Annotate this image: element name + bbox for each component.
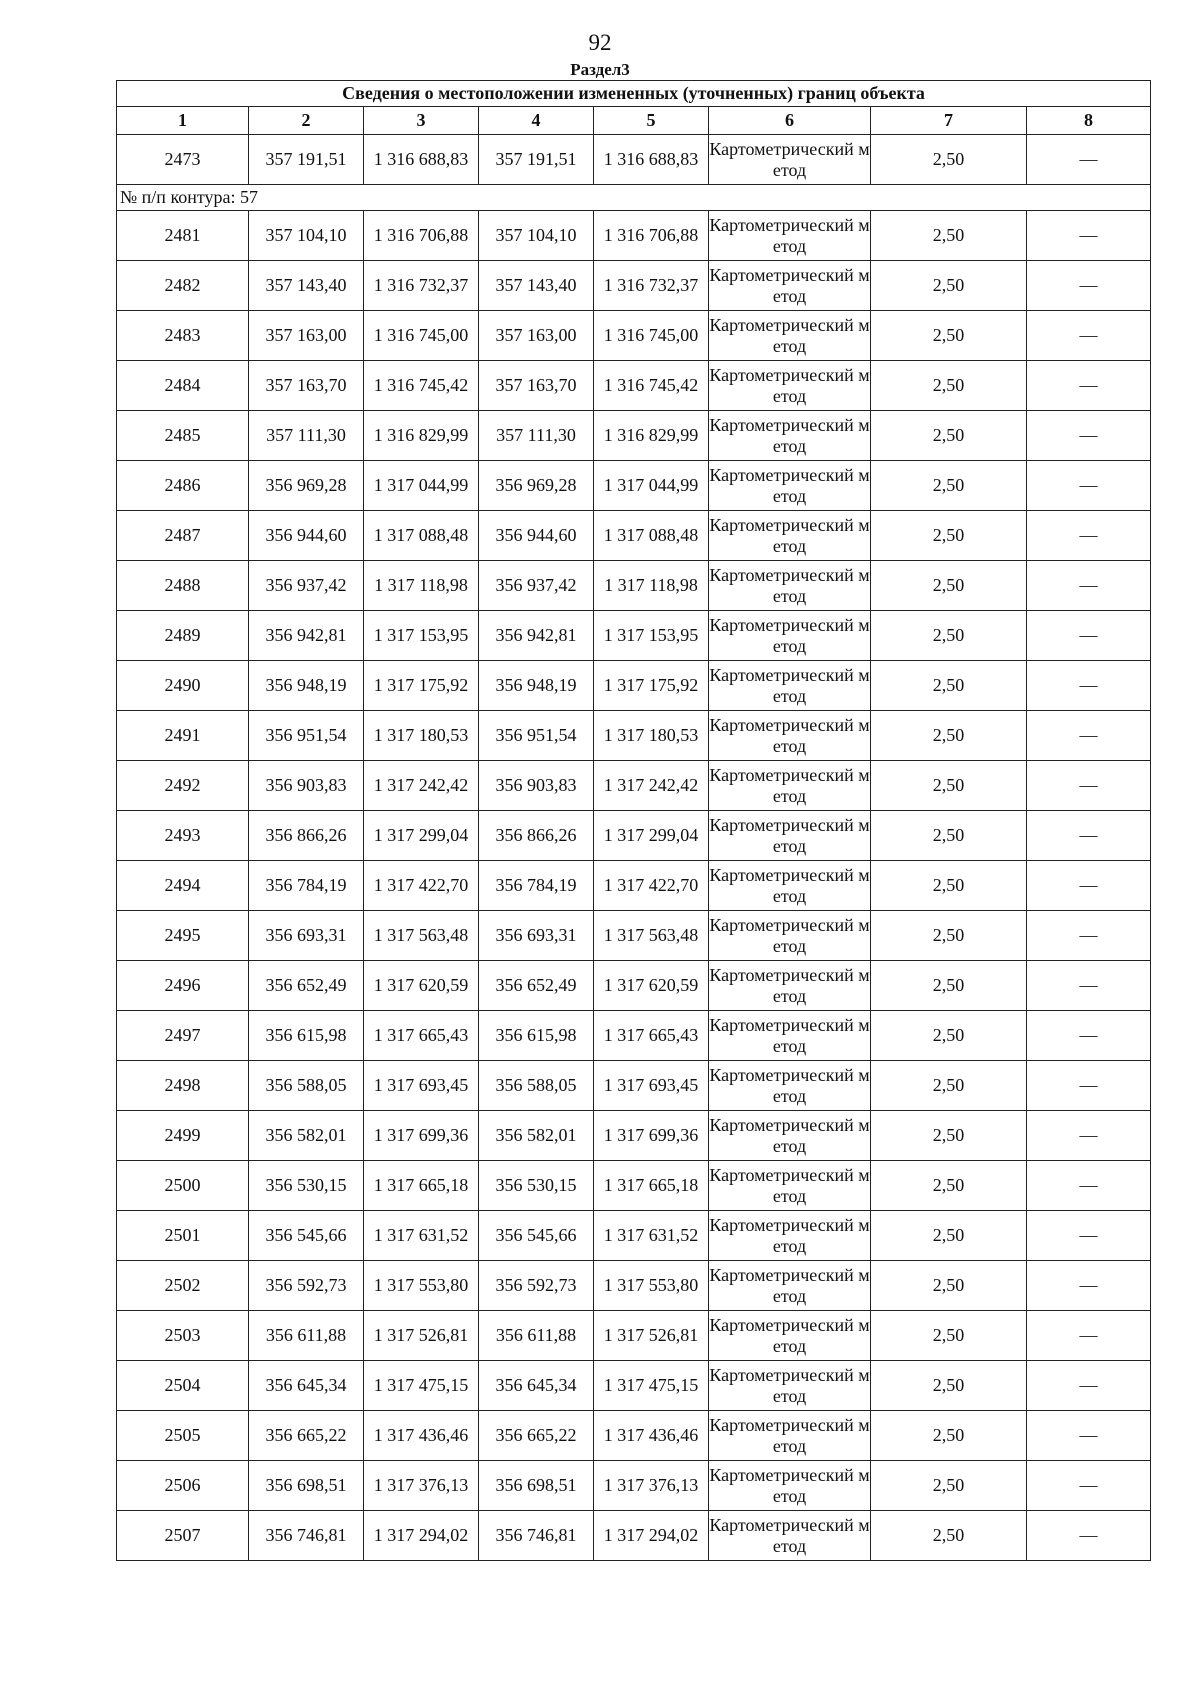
table-row [117, 411, 1151, 461]
table-row [117, 135, 1151, 185]
description-cell: — [1027, 135, 1151, 185]
x-new-cell: 356 866,26 [479, 811, 594, 861]
contour-row [117, 185, 1151, 211]
table-row [117, 361, 1151, 411]
description-cell: — [1027, 611, 1151, 661]
y-old-cell: 1 317 044,99 [364, 461, 479, 511]
description-cell: — [1027, 761, 1151, 811]
column-number-row [117, 107, 1151, 135]
y-new-cell: 1 316 706,88 [594, 211, 709, 261]
method-cell: Картометрический метод [709, 135, 871, 185]
point-number-cell: 2495 [117, 911, 249, 961]
x-old-cell: 356 652,49 [249, 961, 364, 1011]
description-cell: — [1027, 1311, 1151, 1361]
method-cell: Картометрический метод [709, 861, 871, 911]
x-new-cell: 357 111,30 [479, 411, 594, 461]
accuracy-cell: 2,50 [871, 1311, 1027, 1361]
x-old-cell: 356 784,19 [249, 861, 364, 911]
table-row [117, 311, 1151, 361]
x-old-cell: 356 615,98 [249, 1011, 364, 1061]
x-new-cell: 356 903,83 [479, 761, 594, 811]
table-row [117, 1061, 1151, 1111]
x-new-cell: 357 191,51 [479, 135, 594, 185]
table-row [117, 1211, 1151, 1261]
description-cell: — [1027, 1361, 1151, 1411]
y-new-cell: 1 317 175,92 [594, 661, 709, 711]
point-number-cell: 2500 [117, 1161, 249, 1211]
method-cell: Картометрический метод [709, 711, 871, 761]
accuracy-cell: 2,50 [871, 911, 1027, 961]
method-cell: Картометрический метод [709, 511, 871, 561]
accuracy-cell: 2,50 [871, 311, 1027, 361]
table-row [117, 1361, 1151, 1411]
point-number-cell: 2498 [117, 1061, 249, 1111]
accuracy-cell: 2,50 [871, 1011, 1027, 1061]
y-old-cell: 1 317 088,48 [364, 511, 479, 561]
description-cell: — [1027, 911, 1151, 961]
y-new-cell: 1 317 422,70 [594, 861, 709, 911]
table-row [117, 861, 1151, 911]
x-new-cell: 356 665,22 [479, 1411, 594, 1461]
method-cell: Картометрический метод [709, 1161, 871, 1211]
method-cell: Картометрический метод [709, 361, 871, 411]
point-number-cell: 2486 [117, 461, 249, 511]
x-new-cell: 356 951,54 [479, 711, 594, 761]
column-number-1: 1 [117, 107, 249, 135]
method-cell: Картометрический метод [709, 461, 871, 511]
y-old-cell: 1 317 376,13 [364, 1461, 479, 1511]
method-cell: Картометрический метод [709, 761, 871, 811]
accuracy-cell: 2,50 [871, 961, 1027, 1011]
y-old-cell: 1 317 699,36 [364, 1111, 479, 1161]
point-number-cell: 2489 [117, 611, 249, 661]
x-new-cell: 356 944,60 [479, 511, 594, 561]
table-row [117, 511, 1151, 561]
point-number-cell: 2496 [117, 961, 249, 1011]
point-number-cell: 2482 [117, 261, 249, 311]
y-old-cell: 1 317 526,81 [364, 1311, 479, 1361]
y-new-cell: 1 316 688,83 [594, 135, 709, 185]
description-cell: — [1027, 1061, 1151, 1111]
y-old-cell: 1 316 732,37 [364, 261, 479, 311]
description-cell: — [1027, 461, 1151, 511]
y-new-cell: 1 317 699,36 [594, 1111, 709, 1161]
accuracy-cell: 2,50 [871, 1261, 1027, 1311]
description-cell: — [1027, 1461, 1151, 1511]
y-new-cell: 1 317 436,46 [594, 1411, 709, 1461]
y-new-cell: 1 317 118,98 [594, 561, 709, 611]
y-old-cell: 1 317 422,70 [364, 861, 479, 911]
description-cell: — [1027, 311, 1151, 361]
description-cell: — [1027, 961, 1151, 1011]
description-cell: — [1027, 1411, 1151, 1461]
method-cell: Картометрический метод [709, 961, 871, 1011]
description-cell: — [1027, 1111, 1151, 1161]
accuracy-cell: 2,50 [871, 361, 1027, 411]
y-new-cell: 1 316 732,37 [594, 261, 709, 311]
y-old-cell: 1 317 563,48 [364, 911, 479, 961]
x-old-cell: 357 163,00 [249, 311, 364, 361]
point-number-cell: 2492 [117, 761, 249, 811]
accuracy-cell: 2,50 [871, 1111, 1027, 1161]
accuracy-cell: 2,50 [871, 661, 1027, 711]
accuracy-cell: 2,50 [871, 461, 1027, 511]
x-new-cell: 356 969,28 [479, 461, 594, 511]
method-cell: Картометрический метод [709, 1211, 871, 1261]
accuracy-cell: 2,50 [871, 1211, 1027, 1261]
y-old-cell: 1 317 475,15 [364, 1361, 479, 1411]
y-new-cell: 1 317 044,99 [594, 461, 709, 511]
y-old-cell: 1 317 436,46 [364, 1411, 479, 1461]
y-new-cell: 1 317 665,18 [594, 1161, 709, 1211]
method-cell: Картометрический метод [709, 661, 871, 711]
table-row [117, 1461, 1151, 1511]
accuracy-cell: 2,50 [871, 611, 1027, 661]
y-old-cell: 1 317 180,53 [364, 711, 479, 761]
x-new-cell: 357 163,00 [479, 311, 594, 361]
point-number-cell: 2502 [117, 1261, 249, 1311]
x-new-cell: 356 693,31 [479, 911, 594, 961]
y-new-cell: 1 317 693,45 [594, 1061, 709, 1111]
method-cell: Картометрический метод [709, 411, 871, 461]
y-old-cell: 1 317 294,02 [364, 1511, 479, 1561]
x-new-cell: 356 588,05 [479, 1061, 594, 1111]
y-old-cell: 1 317 299,04 [364, 811, 479, 861]
y-old-cell: 1 317 175,92 [364, 661, 479, 711]
point-number-cell: 2483 [117, 311, 249, 361]
method-cell: Картометрический метод [709, 1411, 871, 1461]
y-new-cell: 1 317 088,48 [594, 511, 709, 561]
y-new-cell: 1 316 745,00 [594, 311, 709, 361]
method-cell: Картометрический метод [709, 811, 871, 861]
description-cell: — [1027, 411, 1151, 461]
table-row [117, 1011, 1151, 1061]
table-caption: Сведения о местоположении измененных (уточненных) границ объекта [117, 81, 1151, 107]
accuracy-cell: 2,50 [871, 1061, 1027, 1111]
y-new-cell: 1 317 376,13 [594, 1461, 709, 1511]
accuracy-cell: 2,50 [871, 411, 1027, 461]
point-number-cell: 2473 [117, 135, 249, 185]
x-new-cell: 356 545,66 [479, 1211, 594, 1261]
y-old-cell: 1 316 829,99 [364, 411, 479, 461]
x-old-cell: 356 530,15 [249, 1161, 364, 1211]
y-old-cell: 1 316 706,88 [364, 211, 479, 261]
x-old-cell: 357 163,70 [249, 361, 364, 411]
y-new-cell: 1 317 553,80 [594, 1261, 709, 1311]
point-number-cell: 2488 [117, 561, 249, 611]
x-old-cell: 356 582,01 [249, 1111, 364, 1161]
table-row [117, 461, 1151, 511]
y-new-cell: 1 317 180,53 [594, 711, 709, 761]
description-cell: — [1027, 511, 1151, 561]
method-cell: Картометрический метод [709, 1261, 871, 1311]
y-new-cell: 1 317 153,95 [594, 611, 709, 661]
table-row [117, 711, 1151, 761]
column-number-2: 2 [249, 107, 364, 135]
method-cell: Картометрический метод [709, 1311, 871, 1361]
column-number-7: 7 [871, 107, 1027, 135]
x-old-cell: 356 866,26 [249, 811, 364, 861]
point-number-cell: 2507 [117, 1511, 249, 1561]
y-old-cell: 1 317 242,42 [364, 761, 479, 811]
method-cell: Картометрический метод [709, 1061, 871, 1111]
x-old-cell: 356 951,54 [249, 711, 364, 761]
x-new-cell: 356 652,49 [479, 961, 594, 1011]
description-cell: — [1027, 1511, 1151, 1561]
y-new-cell: 1 317 294,02 [594, 1511, 709, 1561]
table-row [117, 1511, 1151, 1561]
table-row [117, 211, 1151, 261]
table-row [117, 961, 1151, 1011]
x-new-cell: 356 615,98 [479, 1011, 594, 1061]
method-cell: Картометрический метод [709, 611, 871, 661]
point-number-cell: 2499 [117, 1111, 249, 1161]
point-number-cell: 2501 [117, 1211, 249, 1261]
table-row [117, 1311, 1151, 1361]
y-old-cell: 1 317 665,43 [364, 1011, 479, 1061]
column-number-4: 4 [479, 107, 594, 135]
x-new-cell: 356 942,81 [479, 611, 594, 661]
point-number-cell: 2481 [117, 211, 249, 261]
x-new-cell: 357 104,10 [479, 211, 594, 261]
x-new-cell: 356 645,34 [479, 1361, 594, 1411]
table-row [117, 811, 1151, 861]
method-cell: Картометрический метод [709, 1011, 871, 1061]
x-old-cell: 356 944,60 [249, 511, 364, 561]
table-row [117, 561, 1151, 611]
point-number-cell: 2485 [117, 411, 249, 461]
accuracy-cell: 2,50 [871, 1511, 1027, 1561]
x-new-cell: 356 592,73 [479, 1261, 594, 1311]
point-number-cell: 2484 [117, 361, 249, 411]
page-number: 92 [588, 30, 612, 55]
point-number-cell: 2505 [117, 1411, 249, 1461]
accuracy-cell: 2,50 [871, 711, 1027, 761]
y-old-cell: 1 316 688,83 [364, 135, 479, 185]
description-cell: — [1027, 261, 1151, 311]
section-title: Раздел3 [570, 60, 630, 79]
x-old-cell: 356 588,05 [249, 1061, 364, 1111]
point-number-cell: 2503 [117, 1311, 249, 1361]
accuracy-cell: 2,50 [871, 511, 1027, 561]
y-new-cell: 1 317 631,52 [594, 1211, 709, 1261]
accuracy-cell: 2,50 [871, 135, 1027, 185]
accuracy-cell: 2,50 [871, 811, 1027, 861]
description-cell: — [1027, 661, 1151, 711]
y-old-cell: 1 317 118,98 [364, 561, 479, 611]
column-number-6: 6 [709, 107, 871, 135]
table-row [117, 911, 1151, 961]
y-old-cell: 1 317 665,18 [364, 1161, 479, 1211]
method-cell: Картометрический метод [709, 211, 871, 261]
x-old-cell: 356 948,19 [249, 661, 364, 711]
table-row [117, 1161, 1151, 1211]
description-cell: — [1027, 1211, 1151, 1261]
y-old-cell: 1 317 631,52 [364, 1211, 479, 1261]
y-old-cell: 1 317 620,59 [364, 961, 479, 1011]
x-new-cell: 356 698,51 [479, 1461, 594, 1511]
accuracy-cell: 2,50 [871, 1361, 1027, 1411]
x-new-cell: 357 143,40 [479, 261, 594, 311]
x-old-cell: 356 693,31 [249, 911, 364, 961]
contour-label: № п/п контура: 57 [117, 185, 1151, 211]
y-new-cell: 1 316 745,42 [594, 361, 709, 411]
y-old-cell: 1 316 745,00 [364, 311, 479, 361]
y-old-cell: 1 317 553,80 [364, 1261, 479, 1311]
x-old-cell: 356 903,83 [249, 761, 364, 811]
description-cell: — [1027, 561, 1151, 611]
y-old-cell: 1 317 693,45 [364, 1061, 479, 1111]
x-old-cell: 356 698,51 [249, 1461, 364, 1511]
accuracy-cell: 2,50 [871, 761, 1027, 811]
accuracy-cell: 2,50 [871, 861, 1027, 911]
y-new-cell: 1 316 829,99 [594, 411, 709, 461]
method-cell: Картометрический метод [709, 261, 871, 311]
table-row [117, 611, 1151, 661]
description-cell: — [1027, 811, 1151, 861]
x-old-cell: 356 942,81 [249, 611, 364, 661]
table-row [117, 1411, 1151, 1461]
table-row [117, 661, 1151, 711]
y-new-cell: 1 317 665,43 [594, 1011, 709, 1061]
method-cell: Картометрический метод [709, 1461, 871, 1511]
method-cell: Картометрический метод [709, 561, 871, 611]
x-new-cell: 356 530,15 [479, 1161, 594, 1211]
y-new-cell: 1 317 299,04 [594, 811, 709, 861]
accuracy-cell: 2,50 [871, 561, 1027, 611]
table-body [117, 135, 1151, 1561]
x-old-cell: 356 545,66 [249, 1211, 364, 1261]
y-new-cell: 1 317 526,81 [594, 1311, 709, 1361]
description-cell: — [1027, 361, 1151, 411]
description-cell: — [1027, 1011, 1151, 1061]
method-cell: Картометрический метод [709, 311, 871, 361]
point-number-cell: 2493 [117, 811, 249, 861]
x-new-cell: 356 582,01 [479, 1111, 594, 1161]
point-number-cell: 2490 [117, 661, 249, 711]
y-old-cell: 1 316 745,42 [364, 361, 479, 411]
column-number-3: 3 [364, 107, 479, 135]
y-new-cell: 1 317 620,59 [594, 961, 709, 1011]
x-new-cell: 356 784,19 [479, 861, 594, 911]
y-new-cell: 1 317 563,48 [594, 911, 709, 961]
x-old-cell: 356 746,81 [249, 1511, 364, 1561]
x-new-cell: 357 163,70 [479, 361, 594, 411]
accuracy-cell: 2,50 [871, 1411, 1027, 1461]
boundary-coordinates-table [116, 80, 1151, 1561]
x-new-cell: 356 948,19 [479, 661, 594, 711]
table-row [117, 761, 1151, 811]
x-old-cell: 356 592,73 [249, 1261, 364, 1311]
point-number-cell: 2506 [117, 1461, 249, 1511]
point-number-cell: 2487 [117, 511, 249, 561]
x-old-cell: 357 191,51 [249, 135, 364, 185]
description-cell: — [1027, 1261, 1151, 1311]
point-number-cell: 2504 [117, 1361, 249, 1411]
y-new-cell: 1 317 475,15 [594, 1361, 709, 1411]
x-old-cell: 356 645,34 [249, 1361, 364, 1411]
method-cell: Картометрический метод [709, 1511, 871, 1561]
accuracy-cell: 2,50 [871, 1161, 1027, 1211]
point-number-cell: 2491 [117, 711, 249, 761]
column-number-5: 5 [594, 107, 709, 135]
column-number-8: 8 [1027, 107, 1151, 135]
method-cell: Картометрический метод [709, 1361, 871, 1411]
y-new-cell: 1 317 242,42 [594, 761, 709, 811]
x-new-cell: 356 937,42 [479, 561, 594, 611]
table-row [117, 1261, 1151, 1311]
point-number-cell: 2494 [117, 861, 249, 911]
description-cell: — [1027, 1161, 1151, 1211]
x-old-cell: 356 665,22 [249, 1411, 364, 1461]
point-number-cell: 2497 [117, 1011, 249, 1061]
x-new-cell: 356 611,88 [479, 1311, 594, 1361]
accuracy-cell: 2,50 [871, 211, 1027, 261]
x-old-cell: 357 143,40 [249, 261, 364, 311]
method-cell: Картометрический метод [709, 911, 871, 961]
description-cell: — [1027, 211, 1151, 261]
accuracy-cell: 2,50 [871, 1461, 1027, 1511]
table-row [117, 261, 1151, 311]
y-old-cell: 1 317 153,95 [364, 611, 479, 661]
description-cell: — [1027, 711, 1151, 761]
table-row [117, 1111, 1151, 1161]
x-old-cell: 356 937,42 [249, 561, 364, 611]
x-old-cell: 357 111,30 [249, 411, 364, 461]
x-old-cell: 356 969,28 [249, 461, 364, 511]
accuracy-cell: 2,50 [871, 261, 1027, 311]
x-old-cell: 356 611,88 [249, 1311, 364, 1361]
x-old-cell: 357 104,10 [249, 211, 364, 261]
x-new-cell: 356 746,81 [479, 1511, 594, 1561]
description-cell: — [1027, 861, 1151, 911]
method-cell: Картометрический метод [709, 1111, 871, 1161]
